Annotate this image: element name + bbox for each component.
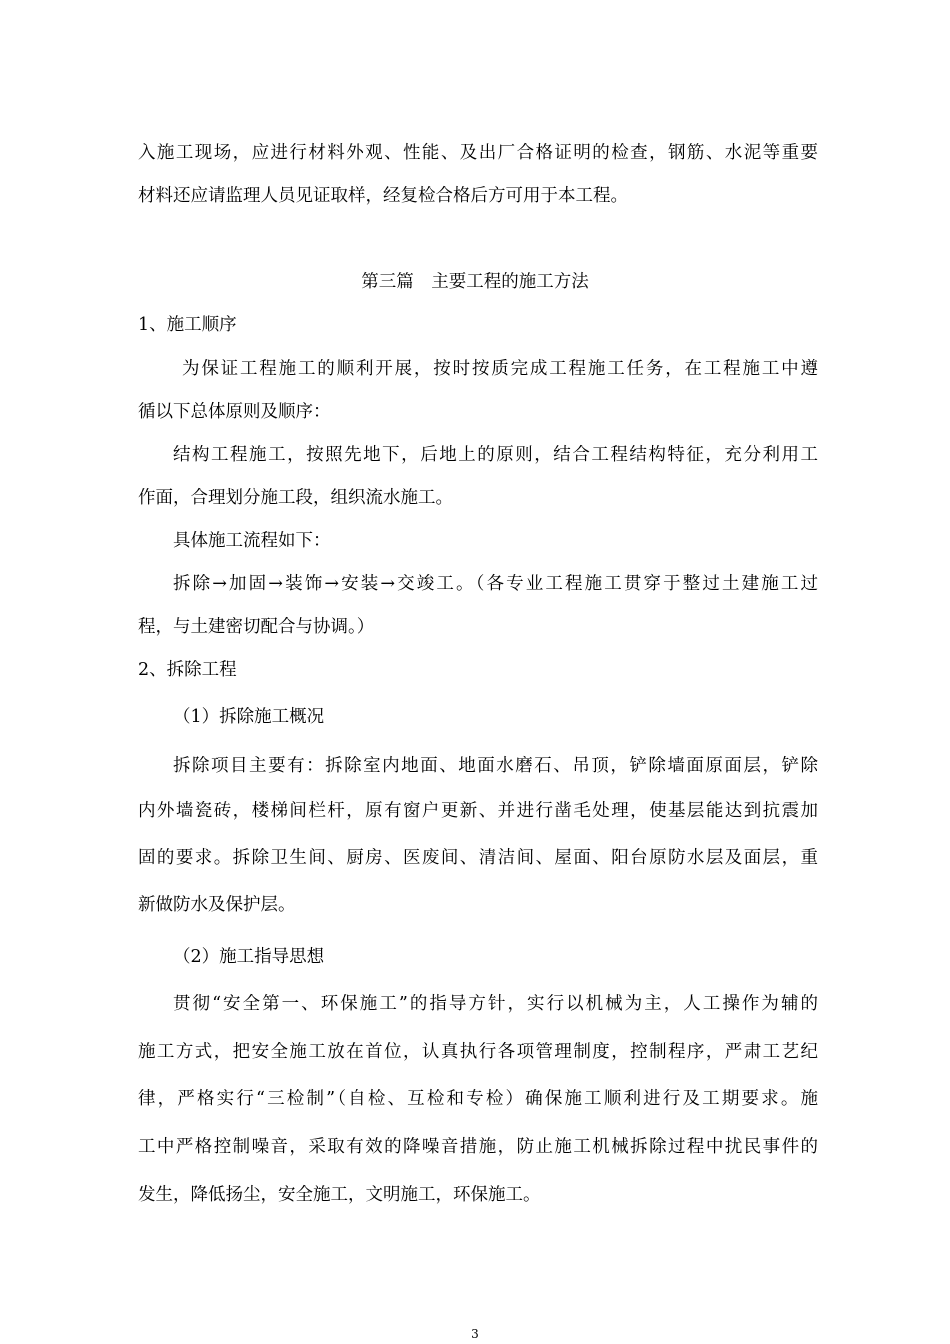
text-line: 贯彻“安全第一、环保施工”的指导方针，实行以机械为主，人工操作为辅的 bbox=[173, 994, 818, 1014]
text-line: 新做防水及保护层。 bbox=[138, 895, 296, 915]
subsection-heading: 2、拆除工程 bbox=[138, 660, 237, 680]
text-line: 律，严格实行“三检制”（自检、互检和专检）确保施工顺利进行及工期要求。施 bbox=[138, 1089, 818, 1109]
section-heading: 第三篇 主要工程的施工方法 bbox=[361, 272, 589, 292]
text-line: 入施工现场，应进行材料外观、性能、及出厂合格证明的检查，钢筋、水泥等重要 bbox=[138, 143, 818, 163]
text-line: 为保证工程施工的顺利开展，按时按质完成工程施工任务，在工程施工中遵 bbox=[182, 359, 818, 379]
text-line: 施工方式，把安全施工放在首位，认真执行各项管理制度，控制程序，严肃工艺纪 bbox=[138, 1042, 818, 1062]
text-line: 拆除→加固→装饰→安装→交竣工。（各专业工程施工贯穿于整过土建施工过 bbox=[173, 574, 818, 594]
text-line: 程，与土建密切配合与协调。） bbox=[138, 617, 375, 637]
text-line: 工中严格控制噪音，采取有效的降噪音措施，防止施工机械拆除过程中扰民事件的 bbox=[138, 1137, 818, 1157]
text-line: 固的要求。拆除卫生间、厨房、医废间、清洁间、屋面、阳台原防水层及面层，重 bbox=[138, 848, 818, 868]
text-line: 拆除项目主要有：拆除室内地面、地面水磨石、吊顶，铲除墙面原面层，铲除 bbox=[173, 756, 818, 776]
text-line: 材料还应请监理人员见证取样，经复检合格后方可用于本工程。 bbox=[138, 186, 628, 206]
text-line: 循以下总体原则及顺序： bbox=[138, 402, 331, 422]
page-number: 3 bbox=[471, 1327, 479, 1341]
text-line: 结构工程施工，按照先地下，后地上的原则，结合工程结构特征，充分利用工 bbox=[173, 445, 818, 465]
subsubsection-heading: （2）施工指导思想 bbox=[173, 947, 325, 967]
text-line: 作面，合理划分施工段，组织流水施工。 bbox=[138, 488, 453, 508]
subsubsection-heading: （1）拆除施工概况 bbox=[173, 707, 325, 727]
text-line: 内外墙瓷砖，楼梯间栏杆，原有窗户更新、并进行凿毛处理，使基层能达到抗震加 bbox=[138, 801, 818, 821]
text-line: 具体施工流程如下： bbox=[173, 531, 331, 551]
text-line: 发生，降低扬尘，安全施工，文明施工，环保施工。 bbox=[138, 1185, 541, 1205]
subsection-heading: 1、施工顺序 bbox=[138, 315, 237, 335]
